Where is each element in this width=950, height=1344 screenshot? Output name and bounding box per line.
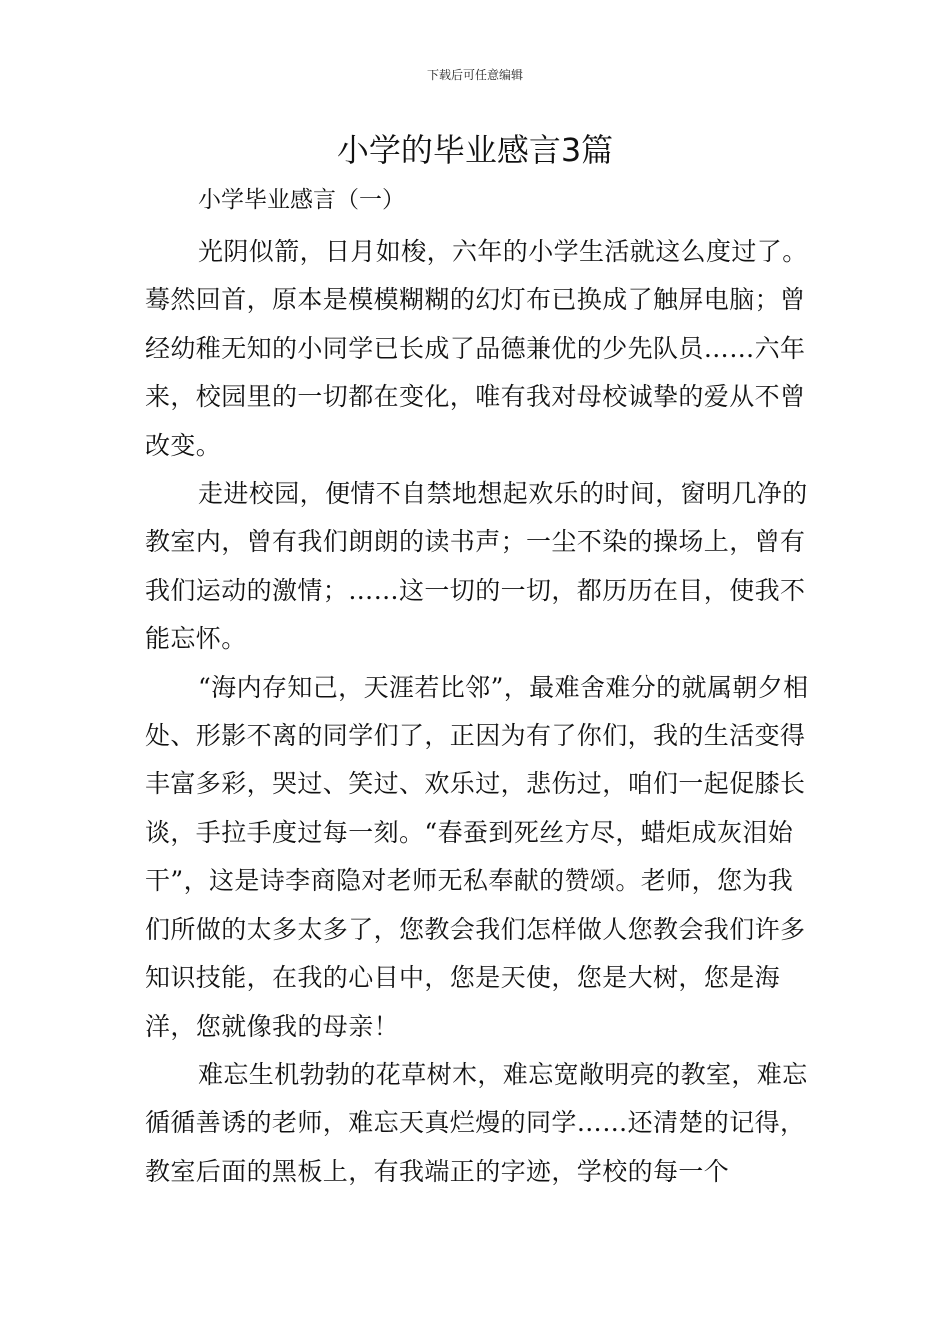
paragraph-1: 光阴似箭，日月如梭，六年的小学生活就这么度过了。蓦然回首，原本是模模糊糊的幻灯布已换成了触屏电脑；曾经幼稚无知的小同学已长成了品德兼优的少先队员……六年来，校园里的一切都在变化，唯有我对母校诚挚的爱从不曾改变。 (145, 237, 808, 460)
section-subtitle: 小学毕业感言（一） (198, 187, 405, 213)
paragraph-3: “海内存知己，天涯若比邻”，最难舍难分的就属朝夕相处、形影不离的同学们了，正因为有了你们，我的生活变得丰富多彩，哭过、笑过、欢乐过，悲伤过，咱们一起促膝长谈，手拉手度过每一刻。“春蚕到死丝方尽，蜡炬成灰泪始干”，这是诗李商隐对老师无私奉献的赞颂。老师，您为我们所做的太多太多了，您教会我们怎样做人您教会我们许多知识技能，在我的心目中，您是天使，您是大树，您是海洋，您就像我的母亲！ (145, 672, 809, 1041)
header-note: 下载后可任意编辑 (426, 68, 523, 82)
paragraph-2: 走进校园，便情不自禁地想起欢乐的时间，窗明几净的教室内，曾有我们朗朗的读书声；一尘不染的操场上，曾有我们运动的激情；……这一切的一切，都历历在目，使我不能忘怀。 (145, 479, 808, 654)
body-text (145, 228, 815, 1196)
paragraph-4: 难忘生机勃勃的花草树木，难忘宽敞明亮的教室，难忘循循善诱的老师，难忘天真烂熳的同学……还清楚的记得，教室后面的黑板上，有我端正的字迹，学校的每一个 (145, 1059, 808, 1186)
document-title: 小学的毕业感言3篇 (336, 131, 614, 169)
